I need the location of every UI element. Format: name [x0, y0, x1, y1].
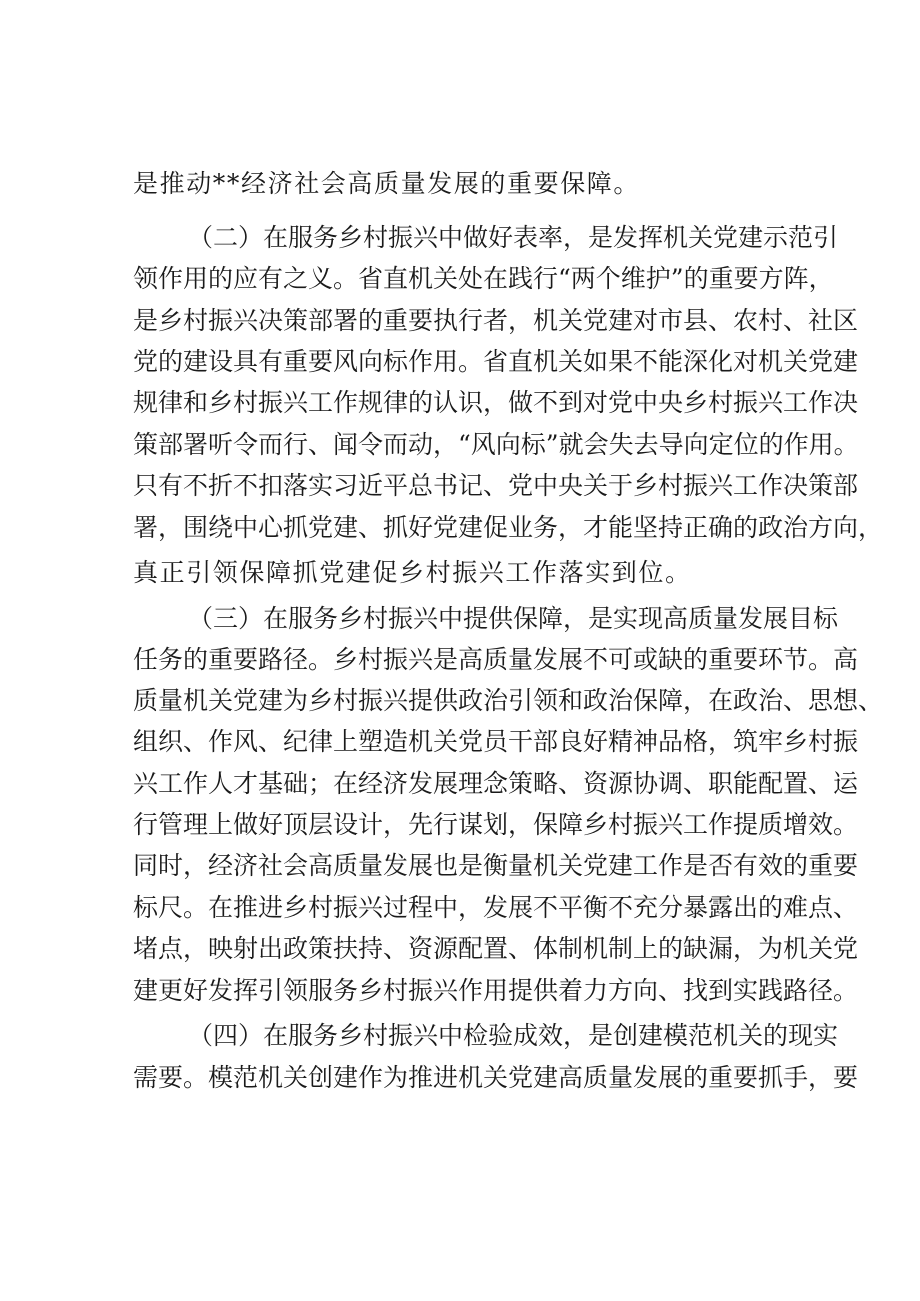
paragraph-1-line: 是乡村振兴决策部署的重要执行者，机关党建对市县、农村、社区 — [133, 306, 859, 335]
paragraph-2-line: 同时，经济社会高质量发展也是衡量机关党建工作是否有效的重要 — [133, 851, 859, 880]
paragraph-1-line: 领作用的应有之义。省直机关处在践行“两个维护”的重要方阵， — [133, 264, 834, 293]
paragraph-1-line: 署，围绕中心抓党建、抓好党建促业务，才能坚持正确的政治方向， — [133, 513, 884, 542]
paragraph-2-line: 标尺。在推进乡村振兴过程中，发展不平衡不充分暴露出的难点、 — [133, 893, 859, 922]
paragraph-1-line: 只有不折不扣落实习近平总书记、党中央关于乡村振兴工作决策部 — [133, 471, 859, 500]
paragraph-1-line: 规律和乡村振兴工作规律的认识，做不到对党中央乡村振兴工作决 — [133, 388, 859, 417]
paragraph-1-line: 真正引领保障抓党建促乡村振兴工作落实到位。 — [133, 558, 692, 587]
paragraph-1-line: 策部署听令而行、闻令而动，“风向标”就会失去导向定位的作用。 — [133, 430, 859, 459]
paragraph-2-line: 兴工作人才基础；在经济发展理念策略、资源协调、职能配置、运 — [133, 769, 859, 798]
paragraph-2-line: 堵点，映射出政策扶持、资源配置、体制机制上的缺漏，为机关党 — [133, 934, 859, 963]
paragraph-2-line: 任务的重要路径。乡村振兴是高质量发展不可或缺的重要环节。高 — [133, 645, 859, 674]
paragraph-1-line: 党的建设具有重要风向标作用。省直机关如果不能深化对机关党建 — [133, 347, 859, 376]
paragraph-3-line: （四）在服务乡村振兴中检验成效，是创建模范机关的现实 — [188, 1021, 839, 1050]
paragraph-2-line: 建更好发挥引领服务乡村振兴作用提供着力方向、找到实践路径。 — [133, 976, 859, 1005]
paragraph-2-line: 质量机关党建为乡村振兴提供政治引领和政治保障，在政治、思想、 — [133, 686, 884, 715]
paragraph-3-line: 需要。模范机关创建作为推进机关党建高质量发展的重要抓手，要 — [133, 1063, 859, 1092]
paragraph-0-line: 是推动**经济社会高质量发展的重要保障。 — [133, 169, 641, 198]
paragraph-2-line: 组织、作风、纪律上塑造机关党员干部良好精神品格，筑牢乡村振 — [133, 727, 859, 756]
paragraph-2-line: （三）在服务乡村振兴中提供保障，是实现高质量发展目标 — [188, 604, 839, 633]
paragraph-1-line: （二）在服务乡村振兴中做好表率，是发挥机关党建示范引 — [188, 223, 839, 252]
paragraph-2-line: 行管理上做好顶层设计，先行谋划，保障乡村振兴工作提质增效。 — [133, 810, 859, 839]
